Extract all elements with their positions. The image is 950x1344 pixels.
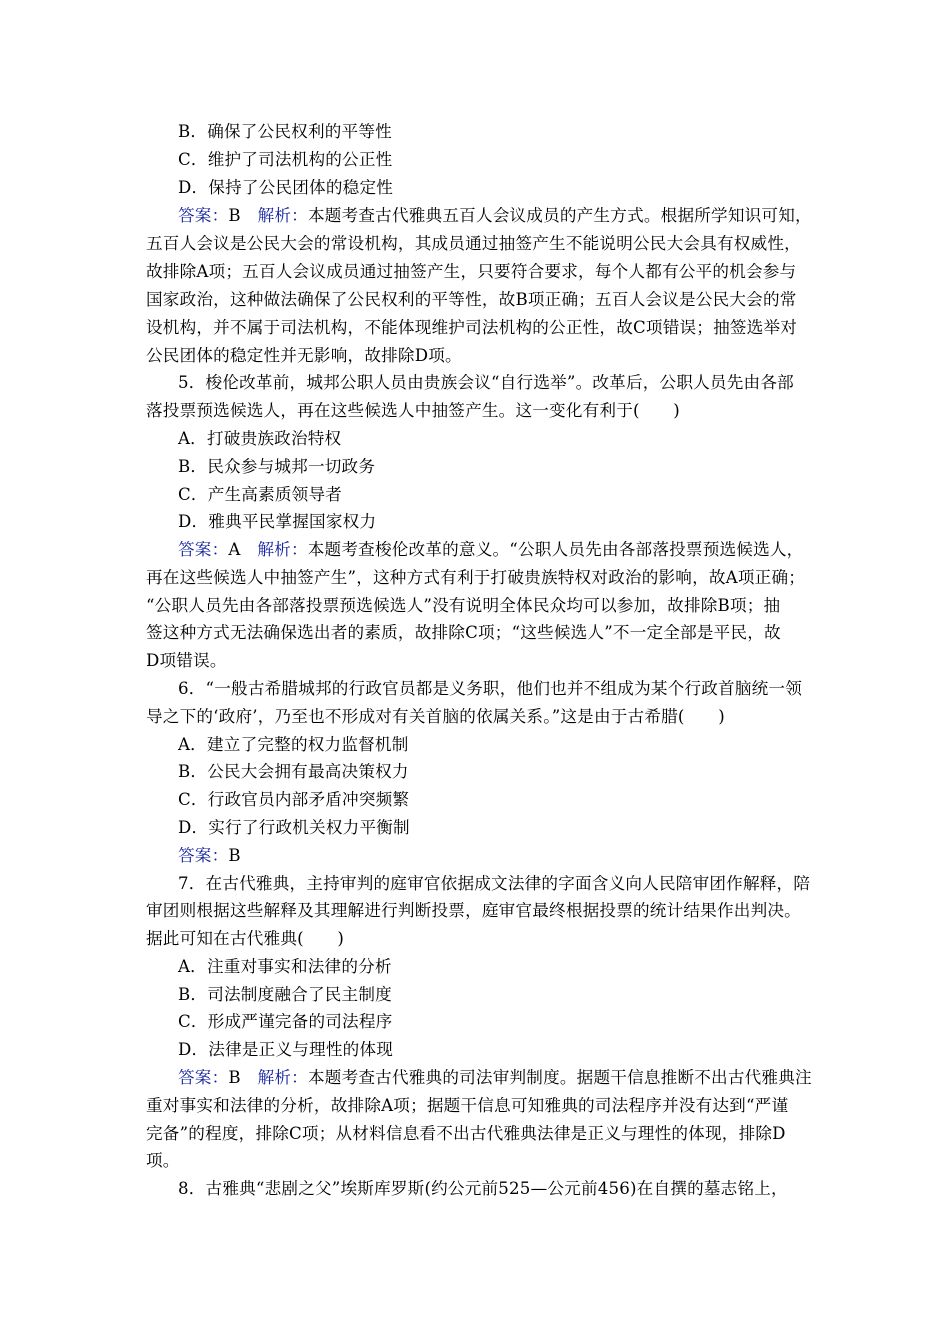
q7-stem: 7．在古代雅典，主持审判的庭审官依据成文法律的字面含义向人民陪审团作解释，陪 (178, 874, 811, 893)
q7-stem: 审团则根据这些解释及其理解进行判断投票，庭审官最终根据投票的统计结果作出判决。 (146, 901, 801, 920)
q7-option-a: A．注重对事实和法律的分析 (178, 957, 392, 976)
q6-stem: 导之下的‘政府’，乃至也不形成对有关首脑的依属关系。”这是由于古希腊( ) (146, 707, 725, 726)
q4-analysis-line: 设机构，并不属于司法机构，不能体现维护司法机构的公正性，故C项错误；抽签选举对 (146, 318, 798, 337)
q4-option-c: C．维护了司法机构的公正性 (178, 150, 393, 169)
q4-option-b: B．确保了公民权利的平等性 (178, 122, 392, 141)
q7-option-c: C．形成严谨完备的司法程序 (178, 1012, 393, 1031)
q5-option-c: C．产生高素质领导者 (178, 485, 343, 504)
q7-analysis-first: 本题考查古代雅典的司法审判制度。据题干信息推断不出古代雅典注 (307, 1068, 812, 1087)
q7-answer-choice: B (228, 1068, 241, 1087)
q4-analysis-line: 五百人会议是公民大会的常设机构，其成员通过抽签产生不能说明公民大会具有权威性， (146, 234, 801, 253)
q7-option-d: D．法律是正义与理性的体现 (178, 1040, 394, 1059)
q6-option-d: D．实行了行政机关权力平衡制 (178, 818, 410, 837)
answer-label: 答案： (178, 540, 229, 559)
q7-analysis-line: 重对事实和法律的分析，故排除A项；据题干信息可知雅典的司法程序并没有达到“严谨 (146, 1096, 789, 1115)
q6-answer-line (178, 846, 241, 866)
q6-answer-choice: B (228, 846, 241, 865)
q4-analysis-line: 公民团体的稳定性并无影响，故排除D项。 (146, 346, 462, 365)
q4-analysis-first: 本题考查古代雅典五百人会议成员的产生方式。根据所学知识可知， (307, 206, 812, 225)
q4-option-d: D．保持了公民团体的稳定性 (178, 178, 394, 197)
q4-analysis-line: 故排除A项；五百人会议成员通过抽签产生，只要符合要求，每个人都有公平的机会参与 (146, 262, 797, 281)
q5-analysis-line: D项错误。 (146, 651, 227, 670)
q5-answer-choice: A (228, 540, 241, 559)
answer-label: 答案： (178, 1068, 229, 1087)
answer-label: 答案： (178, 846, 229, 865)
analysis-label: 解析： (257, 540, 308, 559)
analysis-label: 解析： (257, 1068, 308, 1087)
q7-analysis-line: 项。 (146, 1151, 180, 1170)
analysis-label: 解析： (257, 206, 308, 225)
q5-answer-line (178, 540, 803, 560)
q7-option-b: B．司法制度融合了民主制度 (178, 985, 392, 1004)
q5-analysis-line: “公职人员先由各部落投票预选候选人”没有说明全体民众均可以参加，故排除B项；抽 (146, 596, 781, 615)
q5-analysis-line: 再在这些候选人中抽签产生”，这种方式有利于打破贵族特权对政治的影响，故A项正确； (146, 568, 806, 587)
q7-stem: 据此可知在古代雅典( ) (146, 929, 345, 948)
q4-answer-line (178, 206, 812, 226)
q7-answer-line (178, 1068, 812, 1088)
q5-option-b: B．民众参与城邦一切政务 (178, 457, 376, 476)
q5-stem: 落投票预选候选人，再在这些候选人中抽签产生。这一变化有利于( ) (146, 401, 680, 420)
q6-option-a: A．建立了完整的权力监督机制 (178, 735, 409, 754)
q5-analysis-line: 签这种方式无法确保选出者的素质，故排除C项；“这些候选人”不一定全部是平民，故 (146, 623, 781, 642)
q7-analysis-line: 完备”的程度，排除C项；从材料信息看不出古代雅典法律是正义与理性的体现，排除D (146, 1124, 786, 1143)
q5-analysis-first: 本题考查梭伦改革的意义。“公职人员先由各部落投票预选候选人， (307, 540, 804, 559)
q4-analysis-line: 国家政治，这种做法确保了公民权利的平等性，故B项正确；五百人会议是公民大会的常 (146, 290, 797, 309)
q8-stem: 8．古雅典“悲剧之父”埃斯库罗斯(约公元前525—公元前456)在自撰的墓志铭上， (178, 1179, 788, 1198)
q6-option-b: B．公民大会拥有最高决策权力 (178, 762, 409, 781)
q5-option-d: D．雅典平民掌握国家权力 (178, 512, 377, 531)
q6-option-c: C．行政官员内部矛盾冲突频繁 (178, 790, 410, 809)
q4-answer-choice: B (228, 206, 241, 225)
q5-option-a: A．打破贵族政治特权 (178, 429, 342, 448)
answer-label: 答案： (178, 206, 229, 225)
q5-stem: 5．梭伦改革前，城邦公职人员由贵族会议“自行选举”。改革后，公职人员先由各部 (178, 373, 794, 392)
q6-stem: 6．“一般古希腊城邦的行政官员都是义务职，他们也并不组成为某个行政首脑统一领 (178, 679, 803, 698)
